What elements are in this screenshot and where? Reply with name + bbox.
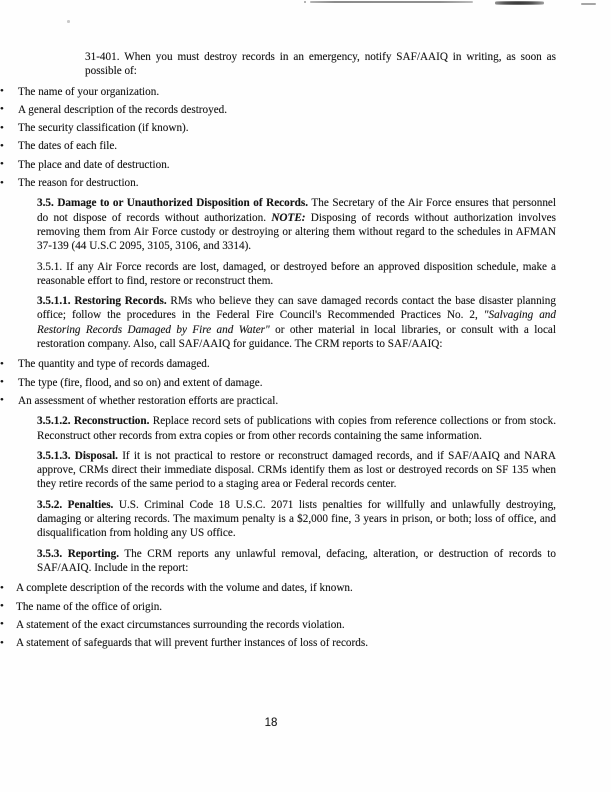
section-heading-3-5: 3.5. Damage to or Unauthorized Disposition of Records. <box>37 197 309 210</box>
publication-title-italic: "Salvaging and Restoring Records Damaged by Fire and Water" <box>37 309 556 336</box>
paragraph-3-5-1-2-body: Replace record sets of publications with copies from reference collections or from stock. Reconstruct other records from extra copies or from other records containing the same information. <box>37 415 557 442</box>
paragraph-3-5-1-3-body: If it is not practical to restore or reconstruct damaged records, and if SAF/AAIQ and NARA approve, CRMs direct their immediate disposal. CRMs identify them as lost or destroyed records on SF 135 when they retire records of the same period to a staging area or Federal records center. <box>37 449 556 491</box>
paragraph-3-5-1-1-body-1: RMs who believe they can save damaged records contact the base disaster planning office; follow the procedures in the Federal Fire Council's Recommended Practices No. 2, <box>37 295 556 322</box>
list-item: • A general description of the records destroyed. <box>0 103 556 117</box>
paragraph-3-5-1 <box>37 260 556 289</box>
paragraph-3-5-1-2 <box>37 414 556 443</box>
paragraph-3-5-2-body: U.S. Criminal Code 18 U.S.C. 2071 lists penalties for willfully and unlawfully destroying, damaging or altering records. The maximum penalty is a $2,000 fine, 3 years in prison, or both; loss of office, and disqualification from holding any US office. <box>37 498 556 540</box>
section-heading-3-5-1-2: 3.5.1.2. Reconstruction. <box>37 415 150 428</box>
scan-artifact-speck <box>67 20 70 23</box>
scan-artifact-line <box>310 1 473 3</box>
scan-artifact-dot <box>304 1 306 3</box>
section-heading-3-5-3: 3.5.3. Reporting. <box>37 547 119 560</box>
list-item: • The place and date of destruction. <box>0 158 556 172</box>
list-item: • The name of your organization. <box>0 85 556 99</box>
paragraph-31-401-text: 31-401. When you must destroy records in an emergency, notify SAF/AAIQ in writing, as soon as possible of: <box>85 51 556 78</box>
page-number: 18 <box>264 717 278 729</box>
paragraph-3-5-3 <box>37 547 556 576</box>
list-item: • The type (fire, flood, and so on) and extent of damage. <box>0 376 556 390</box>
list-item: • The dates of each file. <box>0 139 556 153</box>
bullet-list-report-contents <box>0 581 556 650</box>
list-item: • A statement of the exact circumstances surrounding the records violation. <box>0 618 556 632</box>
scan-artifact-dash <box>581 3 596 5</box>
list-item: • A complete description of the records with the volume and dates, if known. <box>0 581 556 595</box>
note-body: Disposing of records without authorization involves removing them from Air Force custody or destroying or altering them without regard to the schedules in AFMAN 37-139 (44 U.S.C 2095, 3105, 3106, and 3314). <box>37 211 556 253</box>
bullet-list-emergency-destruction <box>0 85 556 191</box>
bullet-list-crm-reports <box>0 357 556 408</box>
list-item: • The name of the office of origin. <box>0 600 556 614</box>
paragraph-3-5-1-1-body-2: or other material in local libraries, or consult with a local restoration company. Also, call SAF/AAIQ for guidance. The CRM reports to SAF/AAIQ: <box>37 323 556 351</box>
paragraph-3-5-1-1 <box>37 294 556 351</box>
scan-artifact-smudge <box>495 1 544 5</box>
section-heading-3-5-1-1: 3.5.1.1. Restoring Records. <box>37 295 167 308</box>
paragraph-3-5-body: The Secretary of the Air Force ensures that personnel do not dispose of records without authorization. <box>37 197 556 224</box>
section-heading-3-5-1-3: 3.5.1.3. Disposal. <box>37 449 118 462</box>
paragraph-31-401 <box>85 50 556 79</box>
list-item: • The security classification (if known). <box>0 121 556 135</box>
list-item: • An assessment of whether restoration efforts are practical. <box>0 394 556 408</box>
paragraph-3-5-1-text: 3.5.1. If any Air Force records are lost, damaged, or destroyed before an approved disposition schedule, make a reasonable effort to find, restore or reconstruct them. <box>37 260 556 287</box>
section-heading-3-5-2: 3.5.2. Penalties. <box>37 498 114 511</box>
paragraph-3-5-3-body: The CRM reports any unlawful removal, defacing, alteration, or destruction of records to SAF/AAIQ. Include in the report: <box>37 547 556 574</box>
paragraph-3-5 <box>37 196 556 253</box>
paragraph-3-5-1-3 <box>37 449 556 492</box>
document-body <box>0 50 611 656</box>
list-item: • The reason for destruction. <box>0 176 556 190</box>
paragraph-3-5-2 <box>37 498 556 541</box>
list-item: • The quantity and type of records damaged. <box>0 357 556 371</box>
note-label: NOTE: <box>271 211 306 224</box>
list-item: • A statement of safeguards that will prevent further instances of loss of records. <box>0 636 556 650</box>
